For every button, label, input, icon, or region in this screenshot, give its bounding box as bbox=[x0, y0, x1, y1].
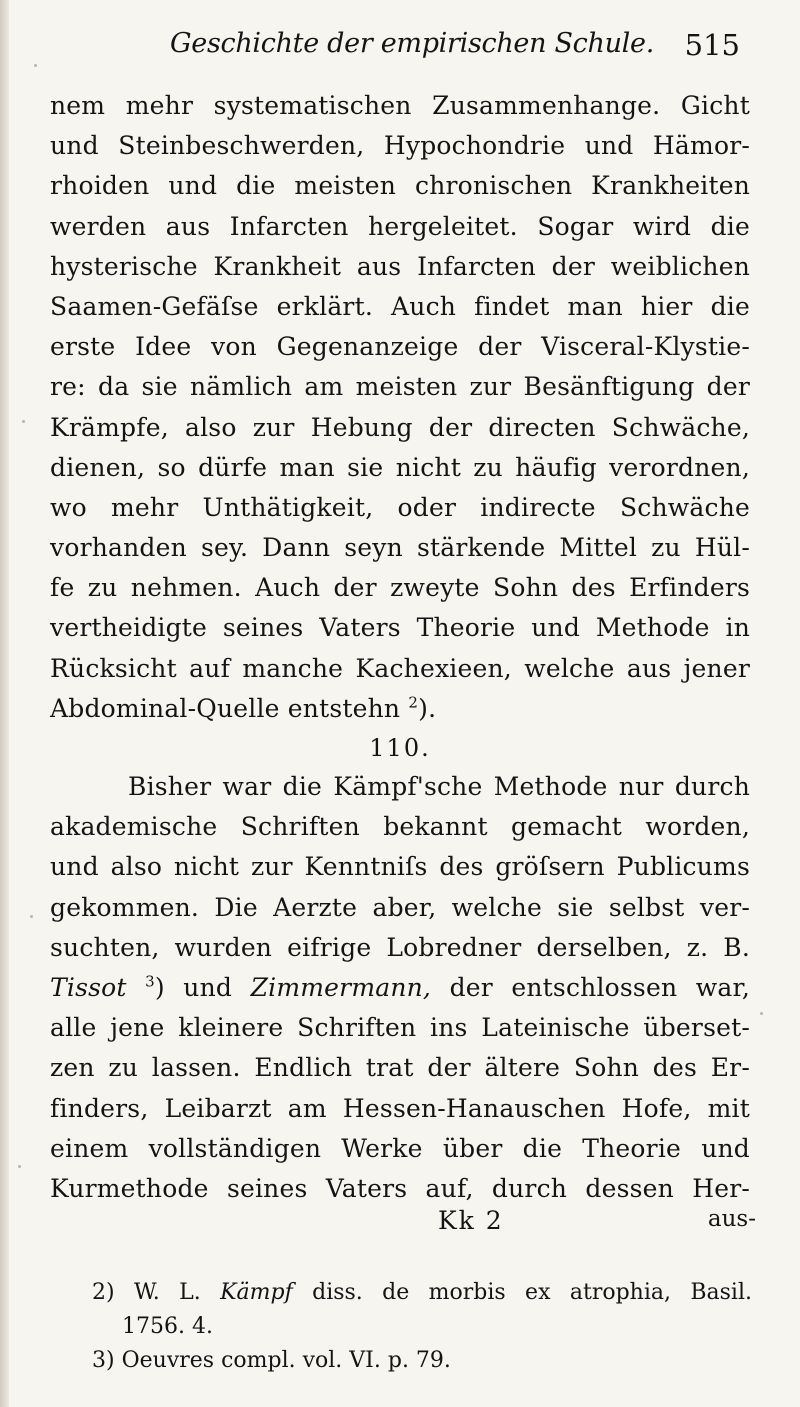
footnote-citation: diss. de morbis ex atrophia, Basil. bbox=[312, 1280, 752, 1305]
text-line: re: da sie nämlich am meisten zur Besänftigung der bbox=[50, 372, 750, 402]
text-line: Krämpfe, also zur Hebung der directen Schwäche, bbox=[50, 412, 750, 442]
footnote-2-continuation: 1756. 4. bbox=[122, 1314, 213, 1339]
paper-speck bbox=[22, 420, 25, 423]
text-line: Kurmethode seines Vaters auf, durch dessen Her- bbox=[50, 1173, 750, 1203]
text-line: erste Idee von Gegenanzeige der Visceral-Klystie- bbox=[50, 332, 750, 362]
text-line: vorhanden sey. Dann seyn stärkende Mittel zu Hül- bbox=[50, 533, 750, 563]
catchword: aus- bbox=[707, 1206, 756, 1232]
text-line: alle jene kleinere Schriften ins Lateinische überset- bbox=[50, 1013, 750, 1043]
section-number: 110. bbox=[369, 734, 431, 762]
footnote-author-initials: W. L. bbox=[133, 1280, 201, 1305]
text-fragment: ). bbox=[418, 693, 437, 723]
body-text bbox=[50, 86, 750, 1209]
footnote-ref-2[interactable]: 2 bbox=[408, 693, 419, 712]
text-line: akademische Schriften bekannt gemacht worden, bbox=[50, 812, 750, 842]
running-title: Geschichte der empirischen Schule. bbox=[170, 28, 654, 59]
text-line: und Steinbeschwerden, Hypochondrie und Hämor- bbox=[50, 131, 750, 161]
footnote-2 bbox=[92, 1276, 752, 1310]
page-edge-shadow bbox=[0, 0, 9, 1407]
text-line: einem vollständigen Werke über die Theorie und bbox=[50, 1133, 750, 1163]
signature-mark: Kk 2 bbox=[438, 1206, 504, 1235]
footnote-ref-3[interactable]: 3 bbox=[145, 972, 155, 991]
paper-speck bbox=[18, 1165, 21, 1168]
page-number: 515 bbox=[684, 28, 740, 62]
text-line: dienen, so dürfe man sie nicht zu häufig verordnen, bbox=[50, 452, 750, 482]
text-line: Rücksicht auf manche Kachexieen, welche aus jener bbox=[50, 653, 750, 683]
text-line: gekommen. Die Aerzte aber, welche sie selbst ver- bbox=[50, 892, 750, 922]
footnote-marker: 3) bbox=[92, 1348, 115, 1373]
text-fragment: Abdominal-Quelle entstehn bbox=[50, 693, 401, 723]
footnote-marker: 2) bbox=[92, 1280, 115, 1305]
paper-speck bbox=[30, 915, 33, 918]
text-line: werden aus Infarcten hergeleitet. Sogar wird die bbox=[50, 211, 750, 241]
paper-speck bbox=[760, 1012, 763, 1015]
footnote-3 bbox=[92, 1344, 752, 1378]
page-header bbox=[170, 28, 740, 72]
name-tissot: Tissot bbox=[50, 972, 127, 1002]
text-line: hysterische Krankheit aus Infarcten der weiblichen bbox=[50, 251, 750, 281]
footnotes bbox=[92, 1276, 752, 1378]
text-line: vertheidigte seines Vaters Theorie und Methode in bbox=[50, 613, 750, 643]
name-zimmermann: Zimmermann, bbox=[250, 972, 432, 1002]
text-line: wo mehr Unthätigkeit, oder indirecte Schwäche bbox=[50, 492, 750, 522]
text-line: rhoiden und die meisten chronischen Krankheiten bbox=[50, 171, 750, 201]
text-line: fe zu nehmen. Auch der zweyte Sohn des Erfinders bbox=[50, 573, 750, 603]
text-fragment: der entschlossen war, bbox=[449, 972, 750, 1002]
paragraph-end-line bbox=[50, 689, 750, 729]
text-line: Saamen-Gefäſse erklärt. Auch findet man hier die bbox=[50, 291, 750, 321]
text-line: nem mehr systematischen Zusammenhange. Gicht bbox=[50, 91, 750, 120]
footnote-author-name: Kämpf bbox=[220, 1280, 293, 1305]
text-fragment: ) und bbox=[154, 972, 233, 1002]
paper-speck bbox=[34, 64, 37, 67]
text-line: finders, Leibarzt am Hessen-Hanauschen Hofe, mit bbox=[50, 1093, 750, 1123]
text-line: suchten, wurden eifrige Lobredner derselben, z. B. bbox=[50, 932, 750, 962]
text-line-with-names bbox=[50, 968, 750, 1008]
footnote-citation: Oeuvres compl. vol. VI. p. 79. bbox=[121, 1348, 451, 1373]
text-line: und also nicht zur Kenntniſs des gröſsern Publicums bbox=[50, 852, 750, 882]
text-line: zen zu lassen. Endlich trat der ältere Sohn des Er- bbox=[50, 1053, 750, 1083]
text-line: Bisher war die Kämpf'sche Methode nur durch bbox=[128, 772, 750, 801]
